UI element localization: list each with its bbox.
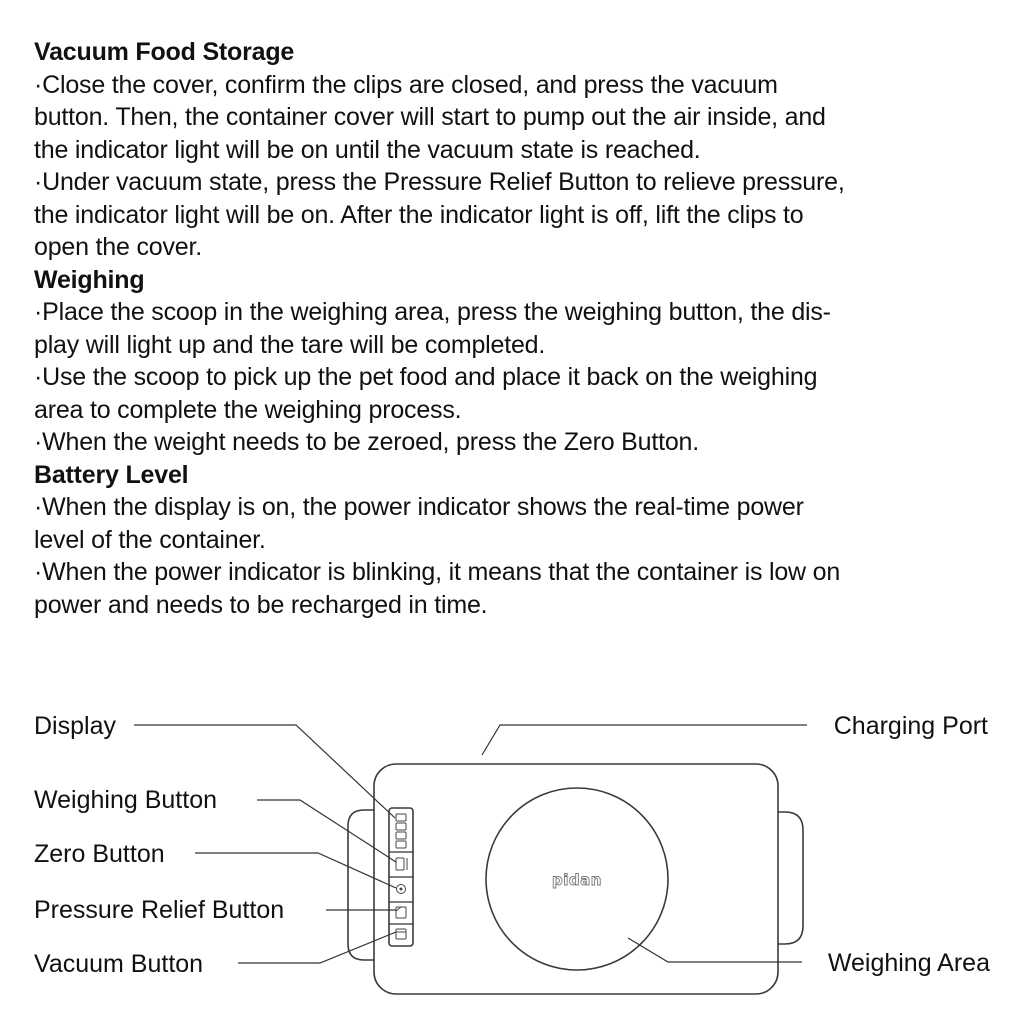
section-line: play will light up and the tare will be completed. [34, 330, 546, 359]
section-line: ·When the weight needs to be zeroed, press the Zero Button. [34, 428, 699, 456]
section-line: ·Place the scoop in the weighing area, press the weighing button, the dis- [34, 298, 831, 326]
label-charging-port: Charging Port [833, 712, 988, 740]
section-line: button. Then, the container cover will start to pump out the air inside, and [34, 103, 826, 131]
charging-port-leader [482, 725, 807, 755]
section-line: ·When the power indicator is blinking, it means that the container is low on [34, 558, 841, 586]
section-line: ·When the display is on, the power indicator shows the real-time power [34, 493, 804, 521]
section-heading: Weighing [34, 265, 145, 294]
section-line: open the cover. [34, 233, 202, 261]
label-pressure-relief-button: Pressure Relief Button [34, 896, 285, 924]
section-line: the indicator light will be on. After the indicator light is off, lift the clips to [34, 200, 804, 229]
section-line: ·Under vacuum state, press the Pressure Relief Button to relieve pressure, [34, 168, 845, 196]
label-weighing-button: Weighing Button [34, 786, 217, 814]
brand-logo: pidan [552, 871, 602, 889]
container-diagram [0, 690, 1022, 1022]
instructions-text [34, 36, 994, 621]
section-vacuum-food-storage [34, 36, 994, 264]
section-line: ·Close the cover, confirm the clips are closed, and press the vacuum [34, 70, 778, 99]
label-display: Display [34, 712, 116, 740]
section-weighing [34, 264, 994, 459]
section-line: the indicator light will be on until the vacuum state is reached. [34, 135, 701, 164]
section-line: area to complete the weighing process. [34, 395, 462, 424]
label-zero-button: Zero Button [34, 840, 165, 868]
section-heading: Vacuum Food Storage [34, 38, 295, 66]
section-line: ·Use the scoop to pick up the pet food and place it back on the weighing [34, 363, 818, 391]
label-vacuum-button: Vacuum Button [34, 950, 204, 978]
left-latch [348, 810, 376, 960]
section-battery-level [34, 459, 994, 622]
section-line: level of the container. [34, 525, 266, 554]
section-heading: Battery Level [34, 460, 189, 489]
section-line: power and needs to be recharged in time. [34, 590, 488, 619]
label-weighing-area: Weighing Area [827, 949, 990, 977]
